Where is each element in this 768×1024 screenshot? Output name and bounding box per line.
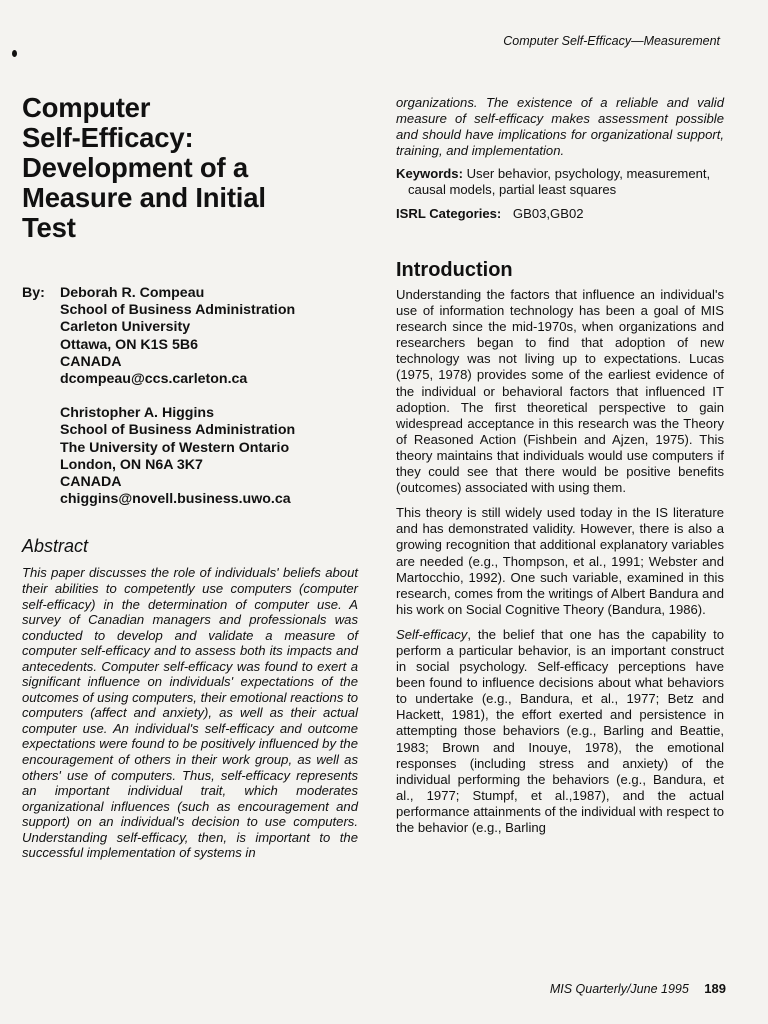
author-country: CANADA — [60, 353, 122, 370]
author-name: Christopher A. Higgins — [60, 405, 214, 422]
author-email: dcompeau@ccs.carleton.ca — [60, 371, 248, 388]
page-number: 189 — [704, 981, 726, 996]
keywords-text: User behavior, psychology, measurement, causal models, partial least squares — [408, 166, 711, 197]
author-school: School of Business Administration — [60, 422, 296, 439]
introduction-heading: Introduction — [396, 259, 513, 281]
title-line: Test — [22, 212, 76, 243]
author-school: School of Business Administration — [60, 302, 296, 319]
journal-name: MIS Quarterly/June 1995 — [549, 982, 689, 996]
running-head: Computer Self-Efficacy—Measurement — [503, 34, 720, 48]
isrl-categories — [396, 206, 724, 221]
abstract-heading: Abstract — [22, 536, 89, 557]
author-1-affiliation — [60, 302, 358, 388]
abstract-text: This paper discusses the role of individuals' beliefs about their abilities to competently use computers (computer self-efficacy) in the determination of computer use. A survey of Canadian managers and professionals was conducted to develop and validate a measure of computer self-efficacy and to assess both its impacts and antecedents. Computer self-efficacy was found to exert a significant influence on individuals' expectations of the outcomes of using computers, their emotional reactions to computers (affect and anxiety), as well as their actual computer use. An individual's self-efficacy and outcome expectations were found to be positively influenced by the encouragement of others in their work group, as well as others' use of computers. Thus, self-efficacy represents an important individual trait, which moderates organizational influences (such as encouragement and support) on an individual's decision to use computers. Understanding self-efficacy, then, is important to the successful implementation of systems in — [22, 565, 358, 861]
keywords-label: Keywords: — [396, 166, 463, 181]
isrl-label: ISRL Categories: — [396, 206, 502, 221]
title-line: Computer — [22, 92, 151, 123]
keywords — [396, 166, 724, 198]
author-university: The University of Western Ontario — [60, 439, 290, 456]
title-line: Measure and Initial — [22, 182, 266, 213]
isrl-codes: GB03,GB02 — [512, 206, 584, 221]
title-line: Self-Efficacy: — [22, 122, 194, 153]
by-label: By: — [22, 285, 45, 301]
article-title — [22, 93, 358, 243]
author-city: Ottawa, ON K1S 5B6 — [60, 336, 198, 353]
intro-paragraph-1: Understanding the factors that influence an individual's use of information technology has been a goal of MIS research since the mid-1970s, when organizations and researchers began to find that adoption of new technology was not living up to expectations. Lucas (1975, 1978) provides some of the earliest evidence of the individual or behavioral factors that influenced IT adoption. The first theoretical perspective to gain widespread acceptance in this research was the Theory of Reasoned Action (Fishbein and Ajzen, 1975). This theory maintains that individuals would use computers if they could see that there would be positive benefits (outcomes) associated with using them. — [396, 287, 724, 496]
author-email: chiggins@novell.business.uwo.ca — [60, 491, 291, 508]
intro-paragraph-3 — [396, 627, 724, 836]
intro-paragraph-2: This theory is still widely used today in the IS literature and has demonstrated validity. However, there is also a growing recognition that additional explanatory variables are needed (e.g., Thompson, et al., 1991; Webster and Martocchio, 1992). One such variable, examined in this research, comes from the writings of Albert Bandura and his work on Social Cognitive Theory (Bandura, 1986). — [396, 505, 724, 617]
page-footer — [550, 981, 726, 996]
author-list — [22, 285, 358, 508]
left-column — [22, 93, 358, 861]
author-university: Carleton University — [60, 319, 191, 336]
author-2 — [60, 405, 358, 508]
self-efficacy-term: Self-efficacy — [396, 626, 468, 642]
abstract-continuation: organizations. The existence of a reliable and valid measure of self-efficacy makes assessment possible and should have implications for organizational support, training, and implementation. — [396, 95, 724, 158]
author-1 — [22, 285, 358, 302]
author-country: CANADA — [60, 474, 122, 491]
author-city: London, ON N6A 3K7 — [60, 456, 203, 473]
scan-speck — [12, 50, 17, 57]
title-line: Development of a — [22, 152, 249, 183]
right-column — [396, 93, 724, 845]
intro-paragraph-3-text: , the belief that one has the capability to perform a particular behavior, is an important construct in social psychology. Self-efficacy perceptions have been found to influence decisions about what behaviors to undertake (e.g., Bandura, et al., 1977; Betz and Hackett, 1981), the effort exerted and persistence in attempting those behaviors (e.g., Barling and Beattie, 1983; Brown and Inouye, 1978), the emotional responses (including stress and anxiety) of the individual performing the behaviors (e.g., Bandura, et al., 1977; Stumpf, et al.,1987), and the actual performance attainments of the individual with respect to the behavior (e.g., Barling — [396, 626, 724, 835]
author-name: Deborah R. Compeau — [60, 285, 205, 301]
